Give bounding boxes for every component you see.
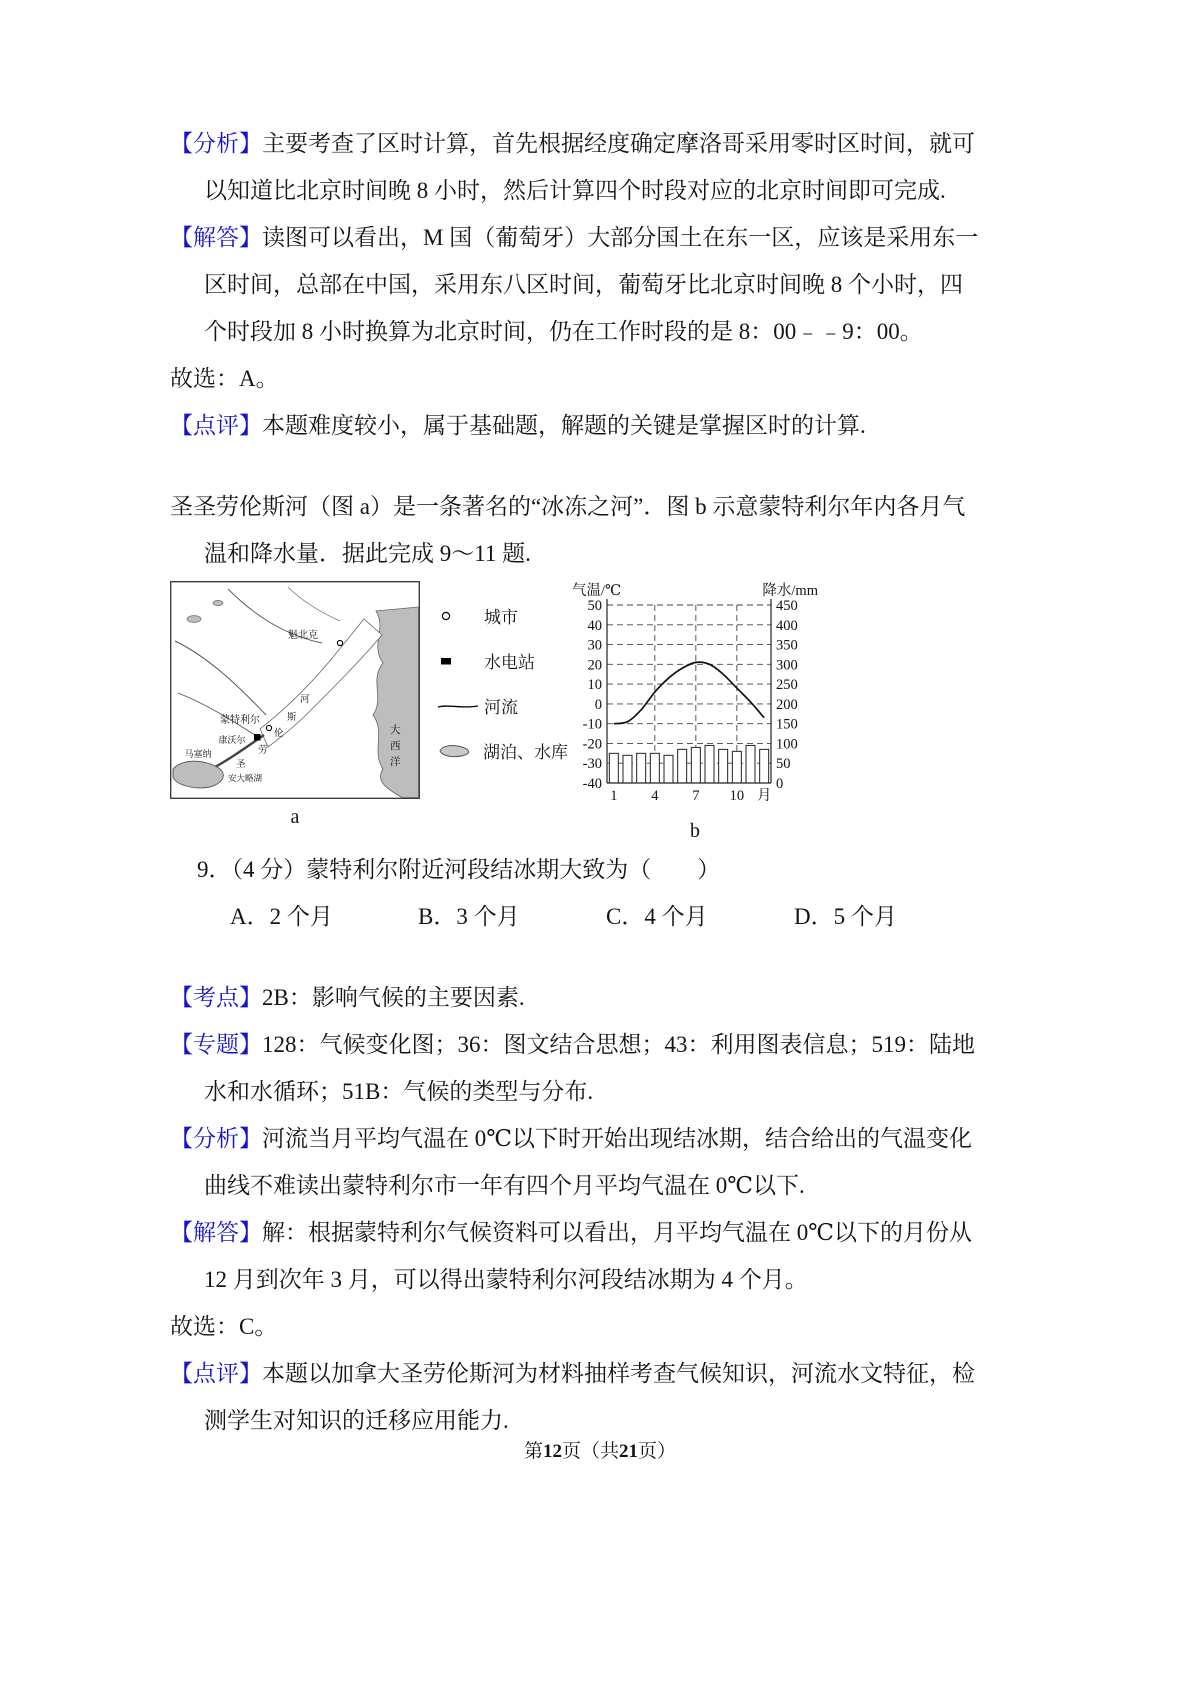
section-label-zhuanti: 【专题】 — [170, 1032, 262, 1057]
temp-tick-label: 0 — [594, 696, 602, 713]
zhuanti-line: 水和水循环；51B：气候的类型与分布. — [204, 1079, 594, 1104]
legend-label: 水电站 — [484, 653, 535, 672]
footer-suffix: 页） — [638, 1441, 677, 1462]
month-axis-unit: 月 — [757, 788, 772, 804]
legend-item-lake — [436, 728, 568, 773]
analysis-line: 曲线不难读出蒙特利尔市一年有四个月平均气温在 0℃以下. — [204, 1173, 805, 1198]
temp-axis-title: 气温/℃ — [572, 583, 622, 599]
precip-tick-label: 350 — [776, 637, 798, 654]
comment-line — [170, 1350, 1060, 1397]
section-label-answer: 【解答】 — [170, 1220, 262, 1245]
comment-text: 本题以加拿大圣劳伦斯河为材料抽样考查气候知识，河流水文特征，检 — [262, 1361, 975, 1386]
temp-tick-label: -10 — [582, 716, 602, 733]
temp-tick-label: -40 — [582, 776, 602, 792]
river-line-icon — [436, 698, 484, 714]
ocean-name-char: 洋 — [390, 757, 401, 768]
river-name-char: 河 — [300, 695, 310, 705]
map-label-cornwall: 康沃尔 — [218, 735, 246, 745]
precip-tick-label: 450 — [776, 598, 798, 614]
month-tick-label: 1 — [610, 788, 618, 804]
answer-line — [170, 214, 1060, 261]
figure-row — [170, 581, 1060, 844]
precipitation-bar — [623, 755, 632, 783]
answer-text: 解：根据蒙特利尔气候资料可以看出，月平均气温在 0℃以下的月份从 — [262, 1220, 972, 1245]
precipitation-bar — [650, 753, 659, 783]
hydro-station-marker — [254, 734, 261, 741]
legend-item-river — [436, 683, 568, 728]
legend-label: 河流 — [484, 698, 518, 717]
legend-item-hydropower — [436, 638, 568, 683]
section-label-analysis: 【分析】 — [170, 1126, 262, 1151]
footer-total-pages: 21 — [619, 1441, 638, 1462]
legend-label: 湖泊、水库 — [483, 743, 568, 762]
map-label-montreal: 蒙特利尔 — [220, 715, 260, 726]
precip-tick-label: 100 — [776, 736, 798, 753]
temperature-curve — [614, 662, 764, 724]
analysis-line — [170, 1115, 1060, 1162]
comment-line: 测学生对知识的迁移应用能力. — [204, 1408, 509, 1433]
precip-axis-title: 降水/mm — [762, 583, 818, 599]
section-label-comment: 【点评】 — [170, 1361, 262, 1386]
option-d: D．5 个月 — [794, 904, 897, 929]
month-tick-label: 4 — [651, 788, 659, 804]
temp-tick-label: 30 — [587, 637, 602, 654]
river-name-char: 伦 — [274, 729, 284, 739]
precipitation-bar — [732, 751, 741, 783]
temp-tick-label: -20 — [582, 736, 602, 753]
temp-tick-label: 10 — [587, 677, 602, 694]
footer-middle: 页（共 — [561, 1441, 619, 1462]
precip-tick-label: 50 — [776, 756, 791, 773]
lake-reservoir-icon — [436, 742, 483, 760]
analysis-text: 主要考查了区时计算，首先根据经度确定摩洛哥采用零时区时间，就可 — [262, 131, 975, 156]
precipitation-bar — [678, 749, 687, 783]
precip-tick-label: 300 — [776, 657, 798, 674]
figure-a-caption: a — [290, 806, 300, 828]
precipitation-bar — [664, 755, 673, 783]
analysis-text: 河流当月平均气温在 0℃以下时开始出现结冰期，结合给出的气温变化 — [262, 1126, 972, 1151]
answer-line: 个时段加 8 小时换算为北京时间，仍在工作时段的是 8：00﹣﹣9：00。 — [204, 319, 923, 344]
option-c: C．4 个月 — [606, 904, 708, 929]
comment-line — [170, 402, 1060, 449]
city-marker-icon — [436, 608, 484, 624]
question-9-stem: 9．（4 分）蒙特利尔附近河段结冰期大致为（ ） — [197, 857, 721, 882]
climate-chart-svg — [570, 581, 820, 813]
river-name-char: 劳 — [258, 746, 268, 756]
section-label-answer: 【解答】 — [170, 225, 262, 250]
legend-item-city — [436, 593, 568, 638]
answer-line — [170, 1209, 1060, 1256]
zhuanti-text: 128：气候变化图；36：图文结合思想；43：利用图表信息；519：陆地 — [262, 1032, 975, 1057]
comment-text: 本题难度较小，属于基础题，解题的关键是掌握区时的计算. — [262, 413, 866, 438]
month-tick-label: 7 — [692, 788, 700, 804]
page-content — [170, 120, 1060, 1444]
answer-text: 读图可以看出，M 国（葡萄牙）大部分国土在东一区，应该是采用东一 — [262, 225, 979, 250]
precip-tick-label: 150 — [776, 716, 798, 733]
temp-tick-label: 50 — [587, 598, 602, 614]
precipitation-bar — [719, 749, 728, 783]
map-label-massena: 马塞纳 — [184, 749, 212, 759]
page-footer — [0, 1436, 1200, 1463]
chosen-answer: 故选：A。 — [170, 366, 279, 391]
temp-tick-label: 40 — [587, 617, 602, 634]
map-label-quebec: 魁北克 — [288, 630, 318, 641]
temp-tick-label: -30 — [582, 756, 602, 773]
analysis-line — [170, 120, 1060, 167]
answer-line: 区时间，总部在中国，采用东八区时间，葡萄牙比北京时间晚 8 个小时，四 — [204, 272, 963, 297]
kaodian-text: 2B：影响气候的主要因素. — [262, 985, 525, 1010]
precipitation-bar — [705, 745, 714, 783]
answer-line: 12 月到次年 3 月，可以得出蒙特利尔河段结冰期为 4 个月。 — [204, 1267, 808, 1292]
precip-tick-label: 0 — [776, 776, 784, 792]
month-tick-label: 10 — [729, 788, 745, 804]
passage-line: 圣圣劳伦斯河（图 a）是一条著名的“冰冻之河”．图 b 示意蒙特利尔年内各月气 — [170, 494, 966, 519]
section-label-kaodian: 【考点】 — [170, 985, 262, 1010]
precipitation-bar — [746, 745, 755, 783]
city-dot-montreal — [266, 725, 271, 730]
option-b: B．3 个月 — [418, 904, 520, 929]
zhuanti-line — [170, 1021, 1060, 1068]
precip-tick-label: 200 — [776, 696, 798, 713]
chosen-answer: 故选：C。 — [170, 1314, 278, 1339]
legend-label: 城市 — [484, 608, 518, 627]
ocean-name-char: 西 — [390, 741, 401, 752]
river-name-char: 圣 — [236, 760, 246, 770]
map-svg — [170, 581, 420, 799]
ocean-name-char: 大 — [390, 725, 401, 736]
map-label-lake-ontario: 安大略湖 — [228, 773, 263, 783]
map-legend — [436, 581, 568, 773]
river-name-char: 斯 — [287, 713, 297, 723]
figure-b-climate-chart — [570, 581, 820, 844]
option-a: A．2 个月 — [230, 904, 333, 929]
precipitation-bar — [691, 747, 700, 783]
figure-a-map — [170, 581, 420, 830]
question-9-options — [170, 893, 1060, 940]
precip-tick-label: 400 — [776, 617, 798, 634]
temp-tick-label: 20 — [587, 657, 602, 674]
small-lake — [213, 600, 223, 605]
kaodian-line — [170, 974, 1060, 1021]
section-label-comment: 【点评】 — [170, 413, 262, 438]
footer-page-number: 12 — [542, 1441, 562, 1462]
passage-line: 温和降水量．据此完成 9～11 题. — [204, 541, 531, 566]
hydropower-station-icon — [436, 653, 484, 669]
precip-tick-label: 250 — [776, 677, 798, 694]
precipitation-bar — [609, 753, 618, 783]
precipitation-bar — [760, 749, 769, 783]
analysis-line: 以知道比北京时间晚 8 小时，然后计算四个时段对应的北京时间即可完成. — [204, 178, 946, 203]
footer-prefix: 第 — [523, 1441, 543, 1462]
precipitation-bar — [637, 753, 646, 783]
city-dot-quebec — [337, 640, 342, 645]
small-lake — [187, 616, 201, 623]
figure-b-caption: b — [690, 820, 700, 842]
section-label-analysis: 【分析】 — [170, 131, 262, 156]
